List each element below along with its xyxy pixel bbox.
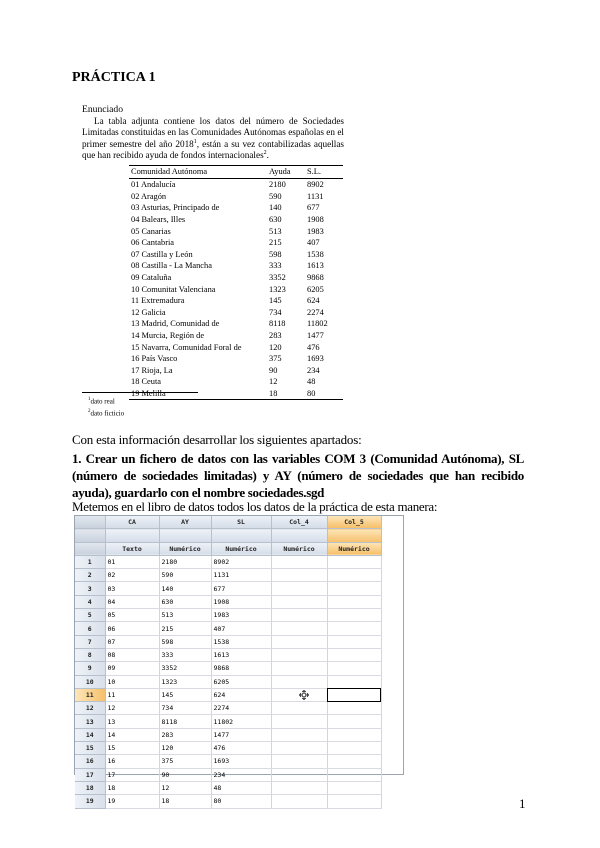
column-type-sl: Numérico — [211, 542, 271, 555]
cell-ay[interactable]: 333 — [159, 648, 211, 661]
column-type-ca: Texto — [105, 542, 159, 555]
cell-sl[interactable]: 1477 — [211, 728, 271, 741]
cell-sl[interactable]: 476 — [211, 742, 271, 755]
community-name: 09 Cataluña — [131, 272, 172, 282]
community-row — [129, 353, 343, 365]
cell-ca[interactable]: 13 — [105, 715, 159, 728]
cell-col5[interactable] — [327, 635, 381, 648]
cell-sl[interactable]: 1908 — [211, 595, 271, 608]
ayuda-value: 590 — [269, 191, 282, 201]
cell-col5[interactable] — [327, 768, 381, 781]
ayuda-value: 375 — [269, 354, 282, 364]
sl-value: 9868 — [307, 272, 324, 282]
ayuda-value: 145 — [269, 296, 282, 306]
ayuda-value: 513 — [269, 226, 282, 236]
cell-ca[interactable]: 01 — [105, 555, 159, 568]
ayuda-value: 1323 — [269, 284, 286, 294]
cell-col5[interactable] — [327, 555, 381, 568]
cell-ca[interactable]: 07 — [105, 635, 159, 648]
row-number[interactable]: 7 — [75, 635, 105, 648]
cell-ay[interactable]: 3352 — [159, 662, 211, 675]
community-name: 13 Madrid, Comunidad de — [131, 319, 220, 329]
community-row — [129, 341, 343, 353]
cell-sl[interactable]: 6205 — [211, 675, 271, 688]
ayuda-value: 734 — [269, 307, 282, 317]
cell-ay[interactable]: 590 — [159, 569, 211, 582]
spreadsheet-row — [75, 755, 381, 768]
spreadsheet-row — [75, 595, 381, 608]
ayuda-value: 120 — [269, 342, 282, 352]
cell-ca[interactable]: 19 — [105, 795, 159, 808]
row-number[interactable]: 19 — [75, 795, 105, 808]
community-row — [129, 202, 343, 214]
sl-value: 476 — [307, 342, 320, 352]
community-name: 05 Canarias — [131, 226, 171, 236]
cell-ay[interactable]: 1323 — [159, 675, 211, 688]
footnote-2 — [88, 407, 124, 419]
cell-ca[interactable]: 09 — [105, 662, 159, 675]
cell-sl[interactable]: 11802 — [211, 715, 271, 728]
cell-ca[interactable]: 15 — [105, 742, 159, 755]
sl-value: 234 — [307, 365, 320, 375]
cell-ca[interactable]: 18 — [105, 781, 159, 794]
cell-sl[interactable]: 677 — [211, 582, 271, 595]
sl-value: 1908 — [307, 214, 324, 224]
cell-ay[interactable]: 12 — [159, 781, 211, 794]
community-row — [129, 260, 343, 272]
spreadsheet-row — [75, 715, 381, 728]
sl-value: 1477 — [307, 330, 324, 340]
community-row — [129, 330, 343, 342]
ayuda-value: 598 — [269, 249, 282, 259]
row-number[interactable]: 6 — [75, 622, 105, 635]
cell-ay[interactable]: 8118 — [159, 715, 211, 728]
cell-sl[interactable]: 624 — [211, 688, 271, 701]
community-row — [129, 295, 343, 307]
footnote-1 — [88, 395, 124, 407]
row-number[interactable]: 18 — [75, 781, 105, 794]
ayuda-value: 18 — [267, 388, 305, 400]
cell-col5[interactable] — [327, 781, 381, 794]
statement-heading: Enunciado — [82, 104, 124, 115]
ayuda-value: 333 — [269, 261, 282, 271]
community-name: 02 Aragón — [131, 191, 167, 201]
spreadsheet-row — [75, 702, 381, 715]
footnote-divider — [82, 392, 198, 393]
row-number[interactable]: 5 — [75, 609, 105, 622]
community-name: 08 Castilla - La Mancha — [131, 261, 212, 271]
community-row — [129, 283, 343, 295]
sl-value: 624 — [307, 296, 320, 306]
community-name: 03 Asturias, Principado de — [131, 203, 220, 213]
row-number[interactable]: 16 — [75, 755, 105, 768]
cell-col4[interactable] — [271, 569, 327, 582]
sl-value: 677 — [307, 203, 320, 213]
column-blank — [159, 529, 211, 542]
cell-ca[interactable]: 12 — [105, 702, 159, 715]
cell-col4[interactable] — [271, 702, 327, 715]
cell-col4[interactable] — [271, 609, 327, 622]
sl-value: 1131 — [307, 191, 324, 201]
spreadsheet-row — [75, 622, 381, 635]
ayuda-value: 3352 — [269, 272, 286, 282]
statement-text-2: , están a su vez contabilizadas aquellas que han recibido ayuda de fondos internacionales — [82, 138, 344, 160]
cell-ay[interactable]: 630 — [159, 595, 211, 608]
sl-value: 11802 — [307, 319, 328, 329]
column-header-ay[interactable]: AY — [159, 516, 211, 529]
cell-col4[interactable] — [271, 648, 327, 661]
cell-col5[interactable] — [327, 609, 381, 622]
ayuda-value: 2180 — [269, 180, 286, 190]
cell-ay[interactable]: 375 — [159, 755, 211, 768]
cell-sl[interactable]: 48 — [211, 781, 271, 794]
ayuda-value: 140 — [269, 203, 282, 213]
cell-ay[interactable]: 2180 — [159, 555, 211, 568]
footnote-ref-1: 1 — [193, 138, 197, 145]
community-name: 18 Ceuta — [131, 377, 162, 387]
cell-col5[interactable] — [327, 595, 381, 608]
description-text: Metemos en el libro de datos todos los datos de la práctica de esta manera: — [72, 499, 438, 514]
cell-ca[interactable]: 14 — [105, 728, 159, 741]
cell-col5[interactable] — [327, 622, 381, 635]
community-row — [129, 237, 343, 249]
cell-col4[interactable] — [271, 635, 327, 648]
community-name: 11 Extremadura — [131, 296, 185, 306]
communities-table-header — [129, 166, 343, 179]
cell-ca[interactable]: 08 — [105, 648, 159, 661]
column-blank — [327, 529, 381, 542]
spreadsheet-grid — [75, 516, 382, 809]
spreadsheet-row — [75, 662, 381, 675]
community-name: 12 Galicia — [131, 307, 166, 317]
cell-ay[interactable]: 734 — [159, 702, 211, 715]
cell-ay[interactable]: 513 — [159, 609, 211, 622]
column-header-ca[interactable]: CA — [105, 516, 159, 529]
cell-sl[interactable]: 8902 — [211, 555, 271, 568]
column-header-col4[interactable]: Col_4 — [271, 516, 327, 529]
cell-ay[interactable]: 145 — [159, 688, 211, 701]
column-blank — [105, 529, 159, 542]
spreadsheet-row — [75, 742, 381, 755]
spreadsheet-row — [75, 781, 381, 794]
cell-col4[interactable] — [271, 795, 327, 808]
cell-col4[interactable] — [271, 622, 327, 635]
cell-col4[interactable] — [271, 675, 327, 688]
intro-text: Con esta información desarrollar los siguientes apartados: — [72, 432, 362, 447]
cell-ay[interactable]: 598 — [159, 635, 211, 648]
spreadsheet-row — [75, 648, 381, 661]
column-blank — [271, 529, 327, 542]
cell-col4[interactable] — [271, 662, 327, 675]
cell-ay[interactable]: 140 — [159, 582, 211, 595]
column-type-ay: Numérico — [159, 542, 211, 555]
column-type-col4: Numérico — [271, 542, 327, 555]
cell-ca[interactable]: 05 — [105, 609, 159, 622]
cell-sl[interactable]: 234 — [211, 768, 271, 781]
footnotes — [88, 395, 124, 419]
cell-ay[interactable]: 18 — [159, 795, 211, 808]
cell-sl[interactable]: 9868 — [211, 662, 271, 675]
cell-col5[interactable] — [327, 755, 381, 768]
community-name: 16 País Vasco — [131, 354, 178, 364]
column-header-sl[interactable]: SL — [211, 516, 271, 529]
header-ayuda: Ayuda — [267, 166, 305, 179]
ayuda-value: 630 — [269, 214, 282, 224]
cell-sl[interactable]: 1983 — [211, 609, 271, 622]
row-number[interactable]: 11 — [75, 688, 105, 701]
page-title: PRÁCTICA 1 — [72, 70, 156, 85]
footnote-ref-2: 2 — [263, 149, 267, 156]
footnote-mark: 2 — [88, 408, 91, 414]
cell-ca[interactable]: 17 — [105, 768, 159, 781]
cell-ca[interactable]: 06 — [105, 622, 159, 635]
cell-col4[interactable] — [271, 555, 327, 568]
cell-sl[interactable]: 80 — [211, 795, 271, 808]
corner-cell[interactable] — [75, 516, 105, 529]
page-number: 1 — [519, 796, 526, 811]
cell-col4[interactable] — [271, 582, 327, 595]
cell-col5[interactable] — [327, 728, 381, 741]
spreadsheet-row — [75, 582, 381, 595]
community-row — [129, 388, 343, 400]
spreadsheet-row — [75, 768, 381, 781]
spreadsheet-row — [75, 555, 381, 568]
community-name: 06 Cantabria — [131, 238, 175, 248]
column-blank-row — [75, 529, 381, 542]
cell-col4[interactable] — [271, 755, 327, 768]
sl-value: 8902 — [307, 180, 324, 190]
row-number[interactable]: 15 — [75, 742, 105, 755]
cell-ay[interactable]: 90 — [159, 768, 211, 781]
statement-text-end: . — [266, 149, 269, 160]
cell-sl[interactable]: 1131 — [211, 569, 271, 582]
cell-sl[interactable]: 1693 — [211, 755, 271, 768]
row-number[interactable]: 3 — [75, 582, 105, 595]
community-name: 14 Murcia, Región de — [131, 330, 205, 340]
community-row — [129, 225, 343, 237]
cell-ca[interactable]: 02 — [105, 569, 159, 582]
cell-ca[interactable]: 03 — [105, 582, 159, 595]
ayuda-value: 283 — [269, 330, 282, 340]
community-row — [129, 272, 343, 284]
row-number[interactable]: 17 — [75, 768, 105, 781]
sl-value: 1983 — [307, 226, 324, 236]
community-row — [129, 318, 343, 330]
community-name: 17 Rioja, La — [131, 365, 173, 375]
spreadsheet-row — [75, 609, 381, 622]
cell-ca[interactable]: 16 — [105, 755, 159, 768]
spreadsheet-row — [75, 675, 381, 688]
cell-ay[interactable]: 120 — [159, 742, 211, 755]
community-name: 04 Balears, Illes — [131, 214, 186, 224]
row-number[interactable]: 9 — [75, 662, 105, 675]
column-blank — [211, 529, 271, 542]
cell-col4[interactable] — [271, 781, 327, 794]
community-name: 10 Comunitat Valenciana — [131, 284, 216, 294]
sl-value: 1693 — [307, 354, 324, 364]
ayuda-value: 90 — [269, 365, 278, 375]
sl-value: 1613 — [307, 261, 324, 271]
cell-col5[interactable] — [327, 582, 381, 595]
sl-value: 2274 — [307, 307, 324, 317]
community-name: 01 Andalucía — [131, 180, 176, 190]
cell-ca[interactable]: 11 — [105, 688, 159, 701]
row-number[interactable]: 12 — [75, 702, 105, 715]
ayuda-value: 12 — [269, 377, 278, 387]
cell-sl[interactable]: 1538 — [211, 635, 271, 648]
cell-sl[interactable]: 1613 — [211, 648, 271, 661]
communities-table — [129, 165, 343, 400]
community-row — [129, 307, 343, 319]
community-row — [129, 191, 343, 203]
community-row — [129, 365, 343, 377]
cell-sl[interactable]: 2274 — [211, 702, 271, 715]
community-row — [129, 376, 343, 388]
cell-col4[interactable] — [271, 742, 327, 755]
cell-col5[interactable] — [327, 662, 381, 675]
cell-ca[interactable]: 04 — [105, 595, 159, 608]
header-community: Comunidad Autónoma — [129, 166, 267, 179]
ayuda-value: 8118 — [269, 319, 286, 329]
cell-sl[interactable]: 407 — [211, 622, 271, 635]
corner-cell-3 — [75, 542, 105, 555]
cell-col5[interactable] — [327, 675, 381, 688]
task-1: 1. Crear un fichero de datos con las variables COM 3 (Comunidad Autónoma), SL (número de sociedades limitadas) y AY (número de sociedades que han recibido ayuda), guardarlo con el nombre sociedades.sgd — [72, 451, 524, 500]
cell-cursor-icon — [299, 690, 309, 700]
sl-value: 48 — [307, 377, 316, 387]
cell-col4[interactable] — [271, 595, 327, 608]
cell-ca[interactable]: 10 — [105, 675, 159, 688]
sl-value: 407 — [307, 238, 320, 248]
spreadsheet-row — [75, 795, 381, 808]
community-name: 15 Navarra, Comunidad Foral de — [131, 342, 242, 352]
statement-text-1: La tabla adjunta contiene los datos del número de Sociedades Limitadas constituidas en las Comunidades Autónomas españolas en el primer semestre del año 2018 — [82, 116, 344, 149]
cell-ay[interactable]: 283 — [159, 728, 211, 741]
cell-col5[interactable] — [327, 648, 381, 661]
statement-body — [82, 116, 344, 161]
sl-value: 1538 — [307, 249, 324, 259]
footnote-text: dato ficticio — [90, 409, 125, 418]
row-number[interactable]: 4 — [75, 595, 105, 608]
community-row — [129, 249, 343, 261]
column-type-row — [75, 542, 381, 555]
spreadsheet-row — [75, 728, 381, 741]
row-number[interactable]: 8 — [75, 648, 105, 661]
corner-cell-2 — [75, 529, 105, 542]
sl-value: 80 — [305, 388, 343, 400]
community-name: 07 Castilla y León — [131, 249, 193, 259]
column-type-col5: Numérico — [327, 542, 381, 555]
community-row — [129, 179, 343, 191]
cell-col5[interactable] — [327, 795, 381, 808]
row-number[interactable]: 14 — [75, 728, 105, 741]
cell-col5[interactable] — [327, 688, 381, 701]
cell-col4[interactable] — [271, 728, 327, 741]
spreadsheet-row — [75, 569, 381, 582]
cell-ay[interactable]: 215 — [159, 622, 211, 635]
community-name: 19 Melilla — [129, 388, 267, 400]
ayuda-value: 215 — [269, 238, 282, 248]
row-number[interactable]: 1 — [75, 555, 105, 568]
cell-col5[interactable] — [327, 742, 381, 755]
column-header-col5[interactable]: Col_5 — [327, 516, 381, 529]
footnote-text: dato real — [90, 397, 115, 406]
cell-col5[interactable] — [327, 715, 381, 728]
cell-col4[interactable] — [271, 768, 327, 781]
footnote-mark: 1 — [88, 397, 91, 402]
spreadsheet-row — [75, 688, 381, 701]
statement — [82, 104, 344, 161]
row-number[interactable]: 2 — [75, 569, 105, 582]
row-number[interactable]: 13 — [75, 715, 105, 728]
column-name-row — [75, 516, 381, 529]
header-sl: S.L. — [305, 166, 343, 179]
community-row — [129, 214, 343, 226]
spreadsheet-screenshot — [74, 515, 404, 806]
row-number[interactable]: 10 — [75, 675, 105, 688]
sl-value: 6205 — [307, 284, 324, 294]
cell-col4[interactable] — [271, 715, 327, 728]
cell-col5[interactable] — [327, 702, 381, 715]
spreadsheet-row — [75, 635, 381, 648]
cell-col5[interactable] — [327, 569, 381, 582]
